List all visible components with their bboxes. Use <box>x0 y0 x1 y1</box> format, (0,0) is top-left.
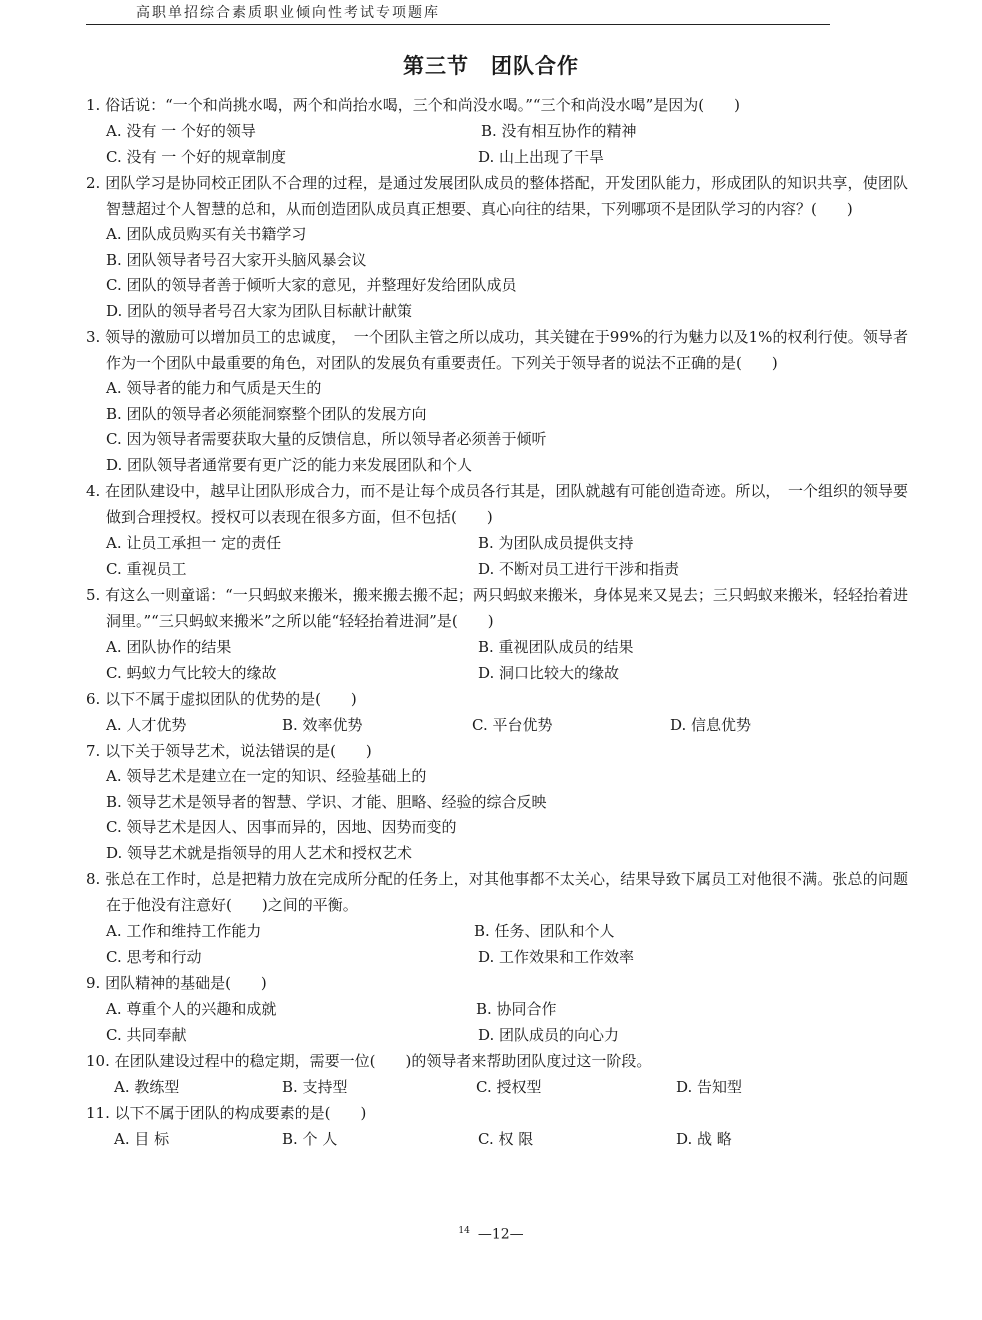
page-number: —12— <box>477 1226 524 1243</box>
section-title: 第三节 团队合作 <box>403 54 579 78</box>
option-a: A. 没有 一 个好的领导 <box>106 122 256 140</box>
question-list <box>86 92 908 1152</box>
question-8 <box>86 866 908 970</box>
option-a: A. 工作和维持工作能力 <box>106 922 262 940</box>
question-stem: 9. 团队精神的基础是( ) <box>86 974 267 992</box>
option-a: A. 人才优势 <box>106 716 187 734</box>
option-b: B. 个 人 <box>282 1130 338 1148</box>
question-5 <box>86 582 908 686</box>
question-stem: 6. 以下不属于虚拟团队的优势的是( ) <box>86 690 357 708</box>
page-header <box>86 0 830 25</box>
option-d: D. 战 略 <box>676 1130 732 1148</box>
option-c: C. 平台优势 <box>472 716 553 734</box>
option-b: B. 没有相互协作的精神 <box>481 122 637 140</box>
question-stem: 2. 团队学习是协同校正团队不合理的过程，是通过发展团队成员的整体搭配，开发团队能力，形成团队的知识共享，使团队智慧超过个人智慧的总和，从而创造团队成员真正想要、真心向往的结果，下列哪项不是团队学习的内容？( ) <box>86 174 908 218</box>
question-stem: 4. 在团队建设中，越早让团队形成合力，而不是让每个成员各行其是，团队就越有可能创造奇迹。所以， 一个组织的领导要做到合理授权。授权可以表现在很多方面，但不包括( ) <box>86 482 908 526</box>
question-10 <box>86 1048 908 1100</box>
option-a: A. 团队成员购买有关书籍学习 <box>106 225 307 243</box>
option-d: D. 团队的领导者号召大家为团队目标献计献策 <box>106 301 413 320</box>
question-stem: 7. 以下关于领导艺术，说法错误的是( ) <box>86 742 372 760</box>
option-a: A. 教练型 <box>114 1078 180 1096</box>
option-c: C. 蚂蚁力气比较大的缘故 <box>106 664 277 682</box>
option-b: B. 领导艺术是领导者的智慧、学识、才能、胆略、经验的综合反映 <box>106 792 547 811</box>
option-d: D. 信息优势 <box>670 716 752 734</box>
option-a: A. 尊重个人的兴趣和成就 <box>106 1000 277 1018</box>
question-3 <box>86 324 908 478</box>
option-b: B. 支持型 <box>282 1078 348 1096</box>
question-stem: 10. 在团队建设过程中的稳定期，需要一位( )的领导者来帮助团队度过这一阶段。 <box>86 1052 652 1070</box>
option-d: D. 洞口比较大的缘故 <box>478 664 620 682</box>
option-d: D. 山上出现了干旱 <box>478 148 605 166</box>
option-b: B. 团队的领导者必须能洞察整个团队的发展方向 <box>106 404 427 423</box>
option-d: D. 团队成员的向心力 <box>478 1026 620 1044</box>
option-a: A. 目 标 <box>114 1130 170 1148</box>
question-2 <box>86 170 908 324</box>
option-b: B. 为团队成员提供支持 <box>478 534 634 552</box>
option-a: A. 领导艺术是建立在一定的知识、经验基础上的 <box>106 767 427 785</box>
question-stem: 11. 以下不属于团队的构成要素的是( ) <box>86 1104 367 1122</box>
option-a: A. 团队协作的结果 <box>106 638 232 656</box>
question-stem: 1. 俗话说：“一个和尚挑水喝，两个和尚抬水喝，三个和尚没水喝。”“三个和尚没水喝”是因为( ) <box>86 96 740 114</box>
option-b: B. 任务、团队和个人 <box>474 922 615 940</box>
option-c: C. 重视员工 <box>106 560 187 578</box>
question-6 <box>86 686 908 738</box>
option-b: B. 重视团队成员的结果 <box>478 638 634 656</box>
option-c: C. 没有 一 个好的规章制度 <box>106 148 287 166</box>
page-footer <box>0 1226 982 1243</box>
question-11 <box>86 1100 908 1152</box>
header-text: 高职单招综合素质职业倾向性考试专项题库 <box>136 5 440 21</box>
option-d: D. 领导艺术就是指领导的用人艺术和授权艺术 <box>106 843 413 862</box>
question-9 <box>86 970 908 1048</box>
option-a: A. 领导者的能力和气质是天生的 <box>106 379 322 397</box>
option-b: B. 协同合作 <box>476 1000 557 1018</box>
option-c: C. 思考和行动 <box>106 948 202 966</box>
option-c: C. 团队的领导者善于倾听大家的意见，并整理好发给团队成员 <box>106 276 517 294</box>
option-c: C. 因为领导者需要获取大量的反馈信息，所以领导者必须善于倾听 <box>106 430 547 448</box>
option-c: C. 共同奉献 <box>106 1026 187 1044</box>
question-stem: 3. 领导的激励可以增加员工的忠诚度， 一个团队主管之所以成功，其关键在于99%的行为魅力以及1%的权利行使。领导者作为一个团队中最重要的角色，对团队的发展负有重要责任。下列关于领导者的说法不正确的是( ) <box>86 328 908 372</box>
option-b: B. 效率优势 <box>282 716 363 734</box>
question-7 <box>86 738 908 866</box>
question-stem: 5. 有这么一则童谣：“一只蚂蚁来搬米，搬来搬去搬不起；两只蚂蚁来搬米，身体晃来又晃去；三只蚂蚁来搬米，轻轻抬着进洞里。”“三只蚂蚁来搬米”之所以能“轻轻抬着进洞”是( ) <box>86 586 908 630</box>
option-c: C. 授权型 <box>476 1078 542 1096</box>
option-c: C. 权 限 <box>478 1130 534 1148</box>
question-stem: 8. 张总在工作时，总是把精力放在完成所分配的任务上，对其他事都不太关心，结果导致下属员工对他很不满。张总的问题在于他没有注意好( )之间的平衡。 <box>86 870 908 914</box>
option-b: B. 团队领导者号召大家开头脑风暴会议 <box>106 250 367 269</box>
option-c: C. 领导艺术是因人、因事而异的，因地、因势而变的 <box>106 818 457 836</box>
question-1 <box>86 92 908 170</box>
option-a: A. 让员工承担一 定的责任 <box>106 534 282 552</box>
footer-small-number: 14 <box>458 1226 470 1236</box>
option-d: D. 不断对员工进行干涉和指责 <box>478 560 680 578</box>
question-4 <box>86 478 908 582</box>
option-d: D. 团队领导者通常要有更广泛的能力来发展团队和个人 <box>106 455 473 474</box>
option-d: D. 工作效果和工作效率 <box>478 948 635 966</box>
option-d: D. 告知型 <box>676 1078 743 1096</box>
